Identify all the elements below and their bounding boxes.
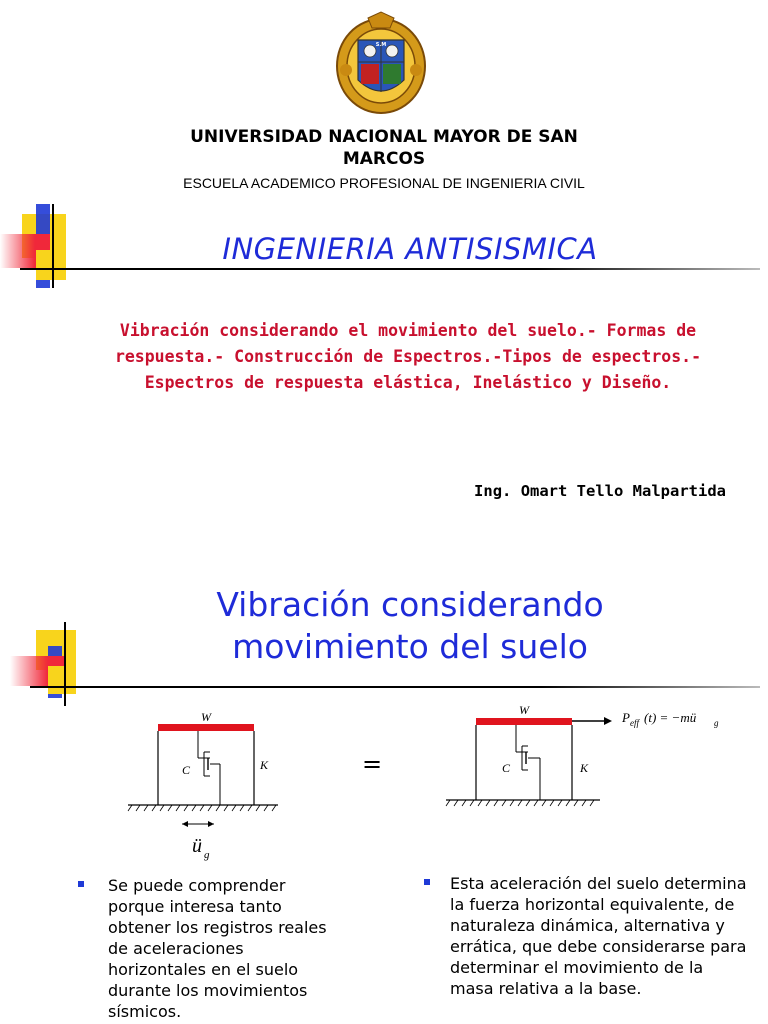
arrow-right-icon	[604, 717, 612, 725]
ground-accel-label: ü	[192, 835, 202, 857]
damper-label: C	[502, 761, 511, 775]
author: Ing. Omart Tello Malpartida	[474, 482, 726, 500]
square-bullet-icon	[78, 881, 84, 887]
slide-title: Vibración considerando movimiento del suelo	[216, 585, 604, 666]
bullet-item	[424, 873, 754, 1023]
force-subscript: eff	[630, 718, 639, 728]
mass-bar	[158, 724, 254, 731]
sdof-ground-motion-diagram	[120, 700, 280, 870]
main-title: INGENIERIA ANTISISMICA	[222, 232, 598, 266]
square-bullet-icon	[424, 879, 430, 885]
spring-label: K	[260, 758, 269, 772]
bullet-text: Esta aceleración del suelo determina la fuerza horizontal equivalente, de naturaleza dinámica, alternativa y errática, que debe considerarse para determinar el movimiento de la masa relativa a la base.	[450, 874, 747, 998]
decorative-squares	[0, 622, 768, 712]
mass-label: W	[201, 710, 211, 724]
damper-label: C	[182, 763, 191, 777]
university-crest-logo	[332, 10, 430, 116]
ground-accel-subscript: g	[204, 849, 210, 861]
sdof-effective-force-diagram	[440, 700, 740, 820]
mass-bar	[476, 718, 572, 725]
spring-label: K	[580, 761, 589, 775]
content-slide	[0, 560, 768, 1024]
logo-text: S.M	[375, 42, 387, 48]
bullet-item	[78, 875, 338, 1024]
slide-separator	[0, 540, 768, 560]
force-equation-subscript: g	[714, 718, 719, 728]
force-equation: (t) = −mü	[644, 710, 697, 725]
force-label: P	[622, 710, 630, 725]
subtitle: Vibración considerando el movimiento del suelo.- Formas de respuesta.- Construcción de Espectros.-Tipos de espectros.- Espectros de respuesta elástica, Inelástico y Diseño.	[114, 321, 702, 392]
equals-sign: =	[362, 750, 383, 778]
bullet-text: Se puede comprender porque interesa tanto obtener los registros reales de aceleraciones horizontales en el suelo durante los movimientos sísmicos.	[108, 876, 327, 1021]
mass-label: W	[519, 703, 529, 717]
university-name: UNIVERSIDAD NACIONAL MAYOR DE SAN MARCOS	[190, 127, 578, 169]
school-name: ESCUELA ACADEMICO PROFESIONAL DE INGENIERIA CIVIL	[183, 175, 585, 191]
